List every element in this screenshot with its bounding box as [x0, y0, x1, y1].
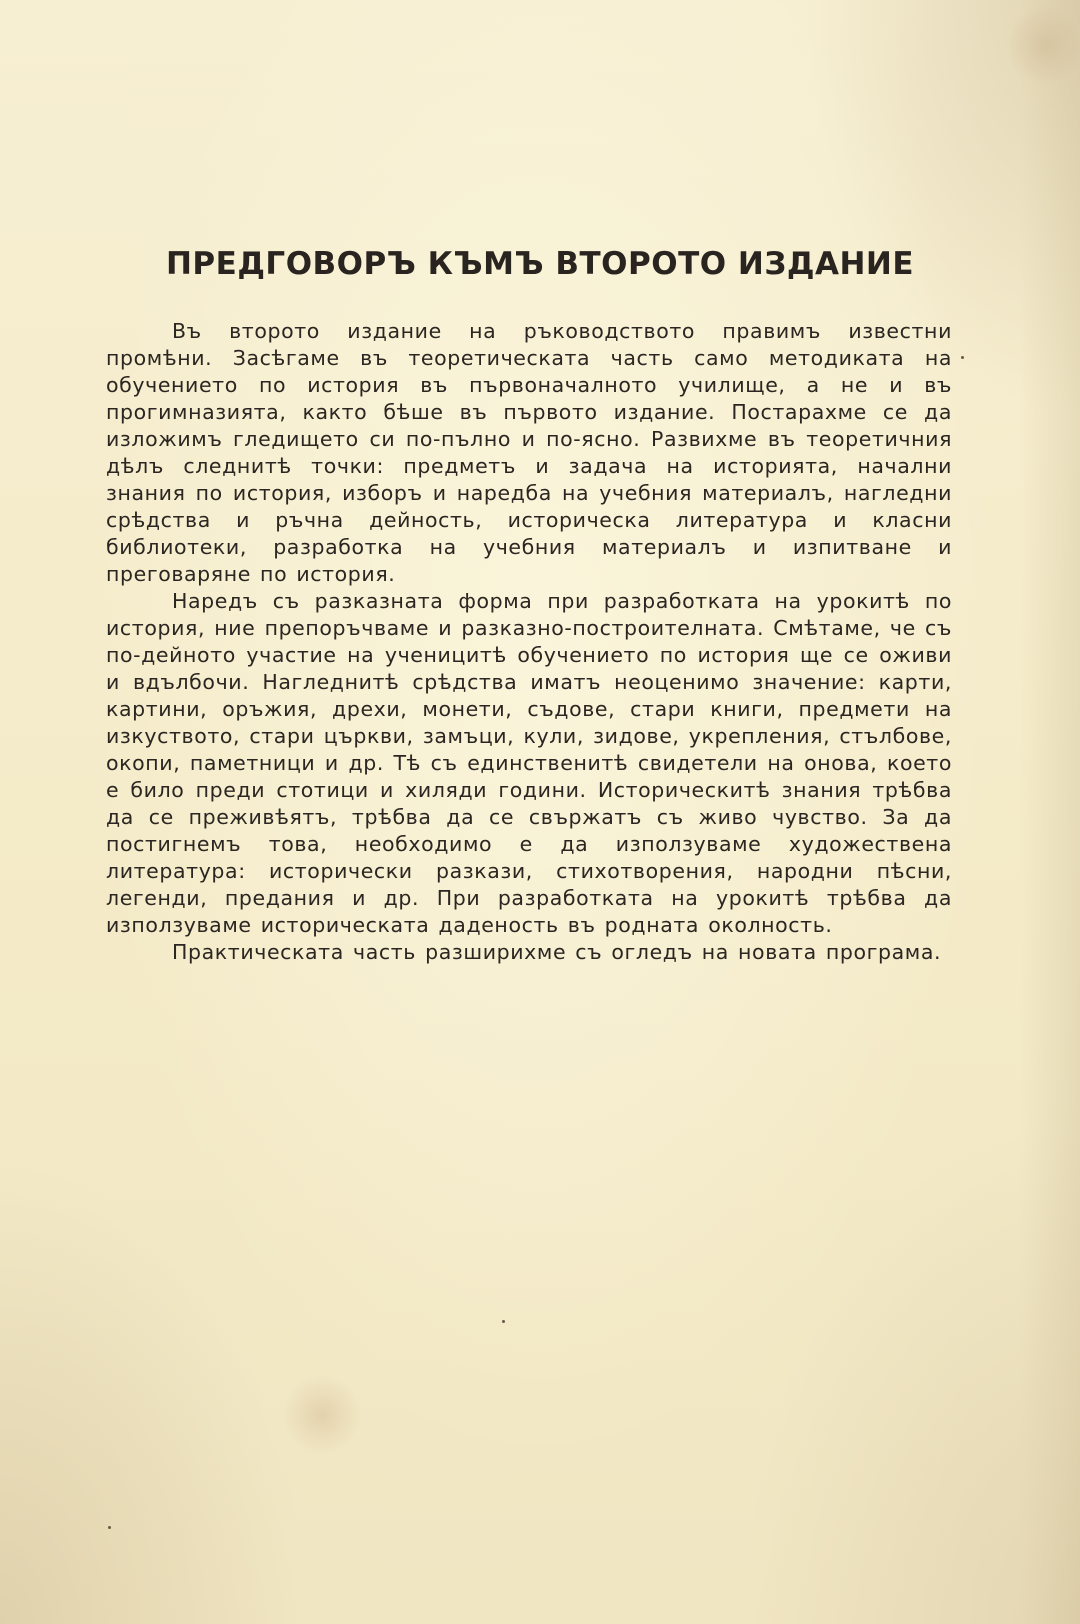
preface-body [106, 318, 952, 966]
paragraph: Наредъ съ разказната форма при разработката на урокитѣ по история, ние препоръчваме и разказно-построителната. Смѣтаме, че съ по-дейното участие на ученицитѣ обучението по история ще се оживи и вдълбочи. Нагледнитѣ срѣдства иматъ неоценимо значение: карти, картини, оръжия, дрехи, монети, съдове, стари книги, предмети на изкуството, стари църкви, замъци, кули, зидове, укрепления, стълбове, окопи, паметници и др. Тѣ съ единственитѣ свидетели на онова, което е било преди стотици и хиляди години. Историческитѣ знания трѣбва да се преживѣятъ, трѣбва да се свържатъ съ живо чувство. За да постигнемъ това, необходимо е да използуваме художествена литература: исторически разкази, стихотворения, народни пѣсни, легенди, предания и др. При разработката на урокитѣ трѣбва да използуваме историческата даденость въ родната околность. [106, 589, 952, 937]
paragraph: Въ второто издание на ръководството правимъ известни промѣни. Засѣгаме въ теоретическата часть само методиката на обучението по история въ първоначалното училище, а не и въ прогимназията, както бѣше въ първото издание. Постарахме се да изложимъ гледището си по-пълно и по-ясно. Развихме въ теоретичния дѣлъ следнитѣ точки: предметъ и задача на историята, начални знания по история, изборъ и наредба на учебния материалъ, нагледни срѣдства и ръчна дейность, историческа литература и класни библиотеки, разработка на учебния материалъ и изпитване и преговаряне по история. [106, 319, 952, 586]
page-title: ПРЕДГОВОРЪ КЪМЪ ВТОРОТО ИЗДАНИЕ [165, 246, 915, 282]
page-edge-shadow [1020, 0, 1080, 1624]
paper-stain [1010, 0, 1080, 90]
paper-speck [108, 1526, 111, 1529]
paper-speck [502, 1320, 505, 1323]
paper-speck [961, 356, 964, 359]
paragraph: Практическата часть разширихме съ огледъ на новата програма. [172, 940, 942, 964]
paper-stain [282, 1375, 362, 1455]
